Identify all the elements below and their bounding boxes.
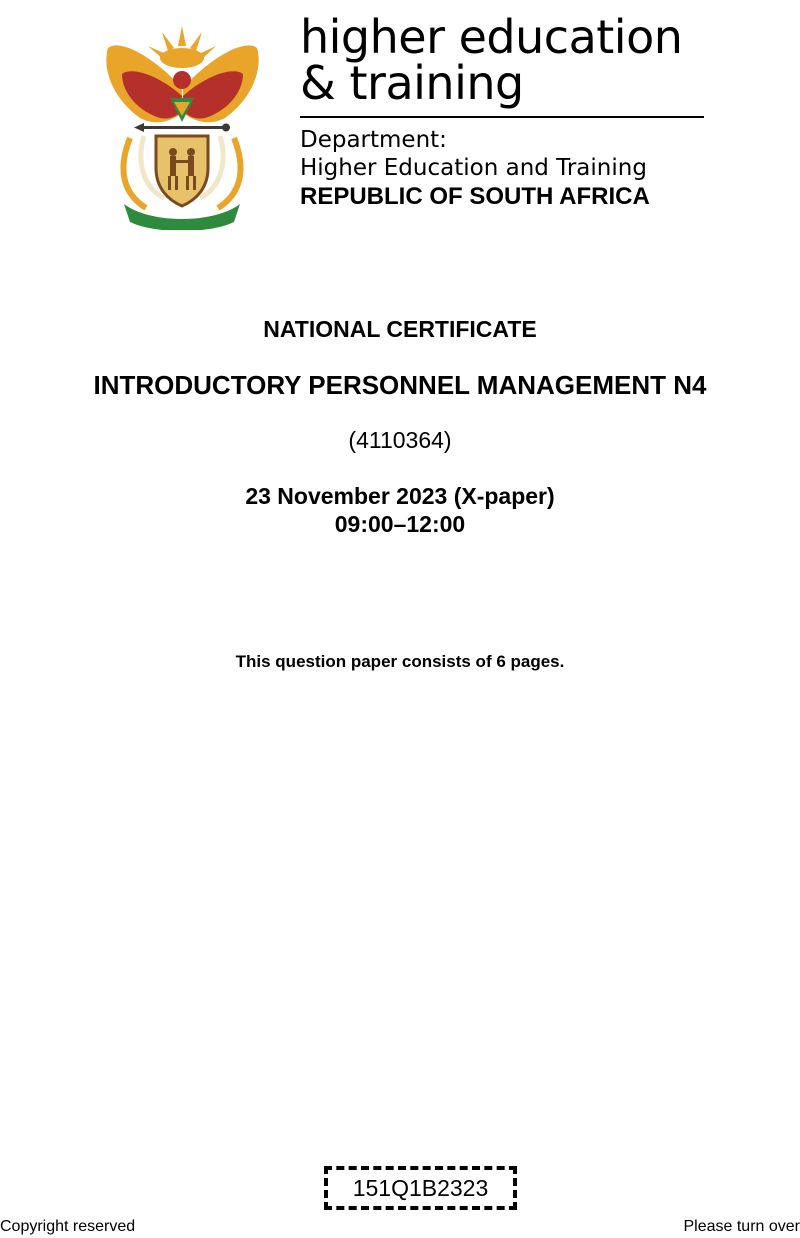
certificate-title: NATIONAL CERTIFICATE (263, 316, 537, 342)
department-name: Higher Education and Training (300, 155, 647, 181)
exam-date: 23 November 2023 (X-paper) (245, 483, 555, 509)
brand-name-line1: higher education (300, 10, 683, 64)
page-count-note: This question paper consists of 6 pages. (235, 652, 565, 671)
paper-id: 151Q1B2323 (352, 1174, 489, 1201)
coat-of-arms-icon (100, 18, 265, 230)
copyright-notice: Copyright reserved (0, 1218, 136, 1235)
turn-over-note: Please turn over (683, 1218, 800, 1235)
brand-block (300, 10, 720, 212)
department-block (300, 126, 720, 212)
brand-divider (300, 116, 704, 118)
paper-id-box (324, 1166, 517, 1210)
department-label: Department: (300, 127, 447, 153)
letterhead (0, 0, 800, 240)
country-name: REPUBLIC OF SOUTH AFRICA (300, 183, 650, 210)
exam-time: 09:00–12:00 (334, 511, 466, 537)
brand-name-line2: & training (300, 56, 524, 110)
subject-code: (4110364) (348, 427, 452, 453)
subject-title: INTRODUCTORY PERSONNEL MANAGEMENT N4 (93, 370, 707, 400)
